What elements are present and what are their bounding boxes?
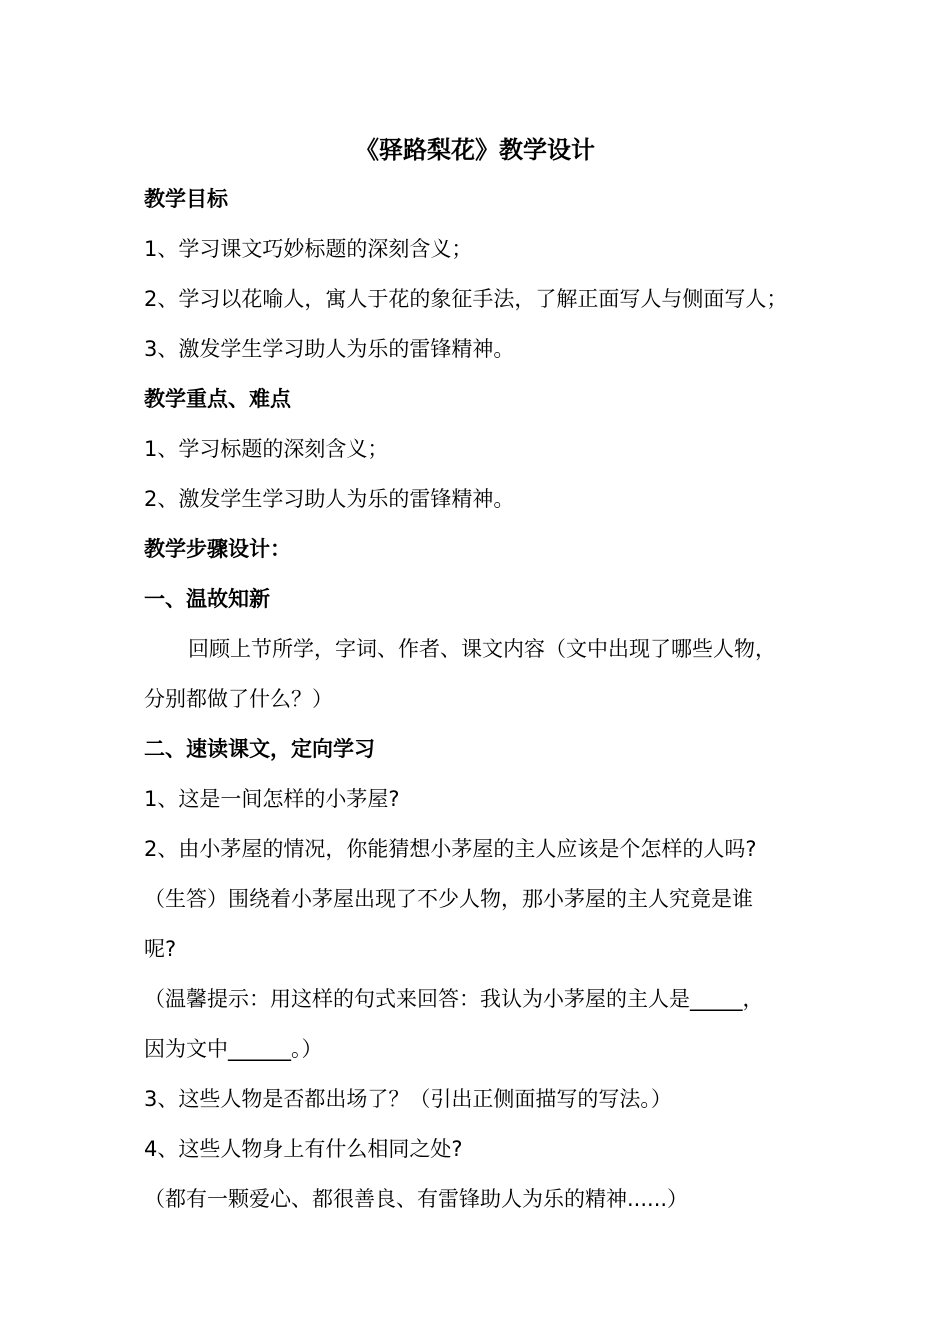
- objectives-heading: 教学目标: [144, 187, 228, 211]
- section-1-paragraph-line-1: 回顾上节所学，字词、作者、课文内容（文中出现了哪些人物，: [188, 637, 776, 661]
- section-2-heading: 二、速读课文，定向学习: [144, 737, 375, 761]
- section-2-line: 呢?: [144, 937, 177, 961]
- section-1-paragraph-line-2: 分别都做了什么？）: [144, 687, 333, 711]
- key-point-item-2: 2、激发学生学习助人为乐的雷锋精神。: [144, 487, 515, 511]
- section-2-line: （都有一颗爱心、都很善良、有雷锋助人为乐的精神......）: [144, 1187, 689, 1211]
- key-point-item-1: 1、学习标题的深刻含义；: [144, 437, 389, 461]
- document-title: 《驿路梨花》教学设计: [355, 136, 595, 164]
- section-2-line: 2、由小茅屋的情况，你能猜想小茅屋的主人应该是个怎样的人吗?: [144, 837, 757, 861]
- section-2-line: （温馨提示：用这样的句式来回答：我认为小茅屋的主人是_____，: [144, 987, 764, 1011]
- objective-item-3: 3、激发学生学习助人为乐的雷锋精神。: [144, 337, 515, 361]
- section-2-line: （生答）围绕着小茅屋出现了不少人物，那小茅屋的主人究竟是谁: [144, 887, 753, 911]
- section-2-line: 3、这些人物是否都出场了？（引出正侧面描写的写法。）: [144, 1087, 672, 1111]
- objective-item-2: 2、学习以花喻人，寓人于花的象征手法，了解正面写人与侧面写人；: [144, 287, 788, 311]
- section-2-line: 4、这些人物身上有什么相同之处?: [144, 1137, 463, 1161]
- section-2-line: 1、这是一间怎样的小茅屋?: [144, 787, 400, 811]
- objective-item-1: 1、学习课文巧妙标题的深刻含义；: [144, 237, 473, 261]
- section-2-line: 因为文中______。）: [144, 1037, 323, 1061]
- section-1-heading: 一、温故知新: [144, 587, 270, 611]
- steps-heading: 教学步骤设计：: [144, 537, 291, 561]
- key-points-heading: 教学重点、难点: [144, 387, 291, 411]
